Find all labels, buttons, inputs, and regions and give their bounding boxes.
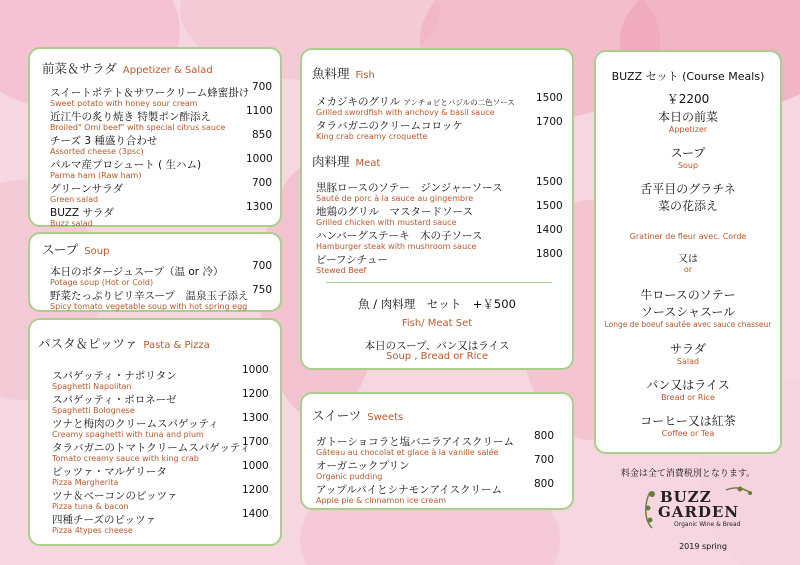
set-detail: 本日のスープ、パン又はライス Soup , Bread or Rice: [364, 340, 510, 362]
menu-item: パルマ産プロシュート ( 生ハム) Parma ham (Raw ham): [50, 159, 202, 180]
price: 1500: [536, 176, 563, 188]
menu-item: スパゲッティ・ナポリタン Spaghetti Napolitan: [52, 370, 177, 391]
course-fish-en: Gratiner de fleur avec. Corde: [629, 232, 747, 241]
menu-item: 黒豚ロースのソテー ジンジャーソース Sauté de porc à la sauce au gingembre: [316, 182, 503, 203]
course-appetizer: 本日の前菜 Appetizer: [657, 110, 718, 134]
menu-item: 本日のポタージュスープ（温 or 冷） Potage soup (Hot or Cold): [50, 266, 224, 287]
course-drink: コーヒー又は紅茶 Coffee or Tea: [640, 414, 736, 438]
season-label: 2019 spring: [679, 542, 727, 551]
price: 1100: [246, 105, 273, 117]
menu-item: ハンバーグステーキ 木の子ソース Hamburger steak with mushroom sauce: [316, 230, 483, 251]
price: 1200: [242, 484, 269, 496]
menu-item: ツナ＆ベーコンのピッツァ Pizza tuna & bacon: [52, 490, 178, 511]
fish-meat-panel: [300, 48, 574, 370]
sweets-panel: [300, 392, 574, 510]
fish-meat-set: 魚 / 肉料理 セット +￥500 Fish/ Meat Set: [358, 297, 516, 329]
price: 1400: [536, 224, 563, 236]
menu-item: ビーフシチュー Stewed Beef: [316, 254, 388, 275]
logo-text-garden: GARDEN: [658, 503, 740, 521]
price: 1800: [536, 248, 563, 260]
menu-item: スイートポテト＆サワークリーム蜂蜜掛け Sweet potato with honey sour cream: [50, 87, 250, 108]
menu-item: BUZZ サラダ Buzz salad: [50, 207, 114, 228]
price: 1500: [536, 200, 563, 212]
price: 850: [252, 129, 273, 141]
menu-item: メカジキのグリル アンチョビとバジルの二色ソース Grilled swordfish with anchovy & basil sauce: [316, 96, 515, 117]
menu-item: オーガニックプリン Organic pudding: [316, 460, 410, 481]
divider: [326, 282, 552, 283]
soup-heading: スープ Soup: [42, 242, 110, 257]
menu-item: 四種チーズのピッツァ Pizza 4types cheese: [52, 514, 156, 535]
price: 1000: [242, 460, 269, 472]
logo-tagline: Organic Wine & Bread: [674, 521, 741, 528]
course-bread: パン又はライス Bread or Rice: [646, 378, 730, 402]
price: 800: [534, 478, 555, 490]
menu-item: 地鶏のグリル マスタードソース Grilled chicken with mustard sauce: [316, 206, 473, 227]
price: 1700: [242, 436, 269, 448]
soup-panel: [28, 232, 282, 312]
price: 1400: [242, 508, 269, 520]
price: 1500: [536, 92, 563, 104]
menu-item: ガトーショコラと塩バニラアイスクリーム Gâteau au chocolat et glace à la vanille salée: [316, 436, 515, 457]
price: 700: [252, 81, 273, 93]
price: 1000: [242, 364, 269, 376]
price: 1200: [242, 388, 269, 400]
pasta-heading: パスタ＆ピッツァ Pasta & Pizza: [38, 336, 210, 351]
menu-item: ピッツァ・マルゲリータ Pizza Margherita: [52, 466, 167, 487]
price: 750: [252, 284, 273, 296]
logo-text-buzz: BUZZ: [660, 488, 712, 506]
course-beef: 牛ロースのソテー ソースシャスール Longe de boeuf sautée avec sauce chasseur: [604, 288, 772, 329]
course-fish: 舌平目のグラチネ 菜の花添え: [640, 182, 736, 213]
price: 1000: [246, 153, 273, 165]
price: 700: [252, 177, 273, 189]
course-title: BUZZ セット (Course Meals): [611, 70, 765, 83]
meat-heading: 肉料理 Meat: [312, 154, 381, 169]
course-or: 又は or: [678, 254, 698, 274]
price: 700: [252, 260, 273, 272]
course-price: ￥2200: [666, 92, 710, 106]
menu-item: タラバガニのクリームコロッケ King crab creamy croquette: [316, 120, 463, 141]
tax-note: 料金は全て消費税別となります。: [620, 469, 756, 479]
buzz-garden-logo: [640, 484, 760, 546]
price: 1700: [536, 116, 563, 128]
menu-item: グリーンサラダ Green salad: [50, 183, 124, 204]
menu-item: チーズ 3 種盛り合わせ Assorted cheese (3psc): [50, 135, 158, 156]
course-panel: [594, 50, 782, 454]
menu-item: アップルパイとシナモンアイスクリーム Apple pie & cinnamon ice cream: [316, 484, 503, 505]
fish-heading: 魚料理 Fish: [312, 66, 375, 81]
course-salad: サラダ Salad: [670, 342, 706, 366]
price: 1300: [242, 412, 269, 424]
price: 1300: [246, 201, 273, 213]
menu-item: 近江牛の炙り焼き 特製ポン酢添え Broiled" Omi beef" with special citrus sauce: [50, 111, 226, 132]
menu-item: タラバガニのトマトクリームスパゲッティ Tomato creamy sauce with king crab: [52, 442, 251, 463]
appetizer-heading: 前菜＆サラダ Appetizer & Salad: [42, 61, 213, 76]
sweets-heading: スイーツ Sweets: [312, 408, 404, 423]
menu-item: ツナと梅肉のクリームスパゲッティ Creamy spaghetti with tuna and plum: [52, 418, 219, 439]
course-soup: スープ Soup: [670, 146, 706, 170]
price: 800: [534, 430, 555, 442]
appetizer-panel: [28, 47, 282, 227]
menu-item: スパゲッティ・ボロネーゼ Spaghetti Bolognese: [52, 394, 177, 415]
price: 700: [534, 454, 555, 466]
pasta-pizza-panel: [28, 318, 282, 546]
menu-item: 野菜たっぷりピリ辛スープ 温泉玉子添え Spicy tomato vegetable soup with hot spring egg: [50, 290, 249, 311]
